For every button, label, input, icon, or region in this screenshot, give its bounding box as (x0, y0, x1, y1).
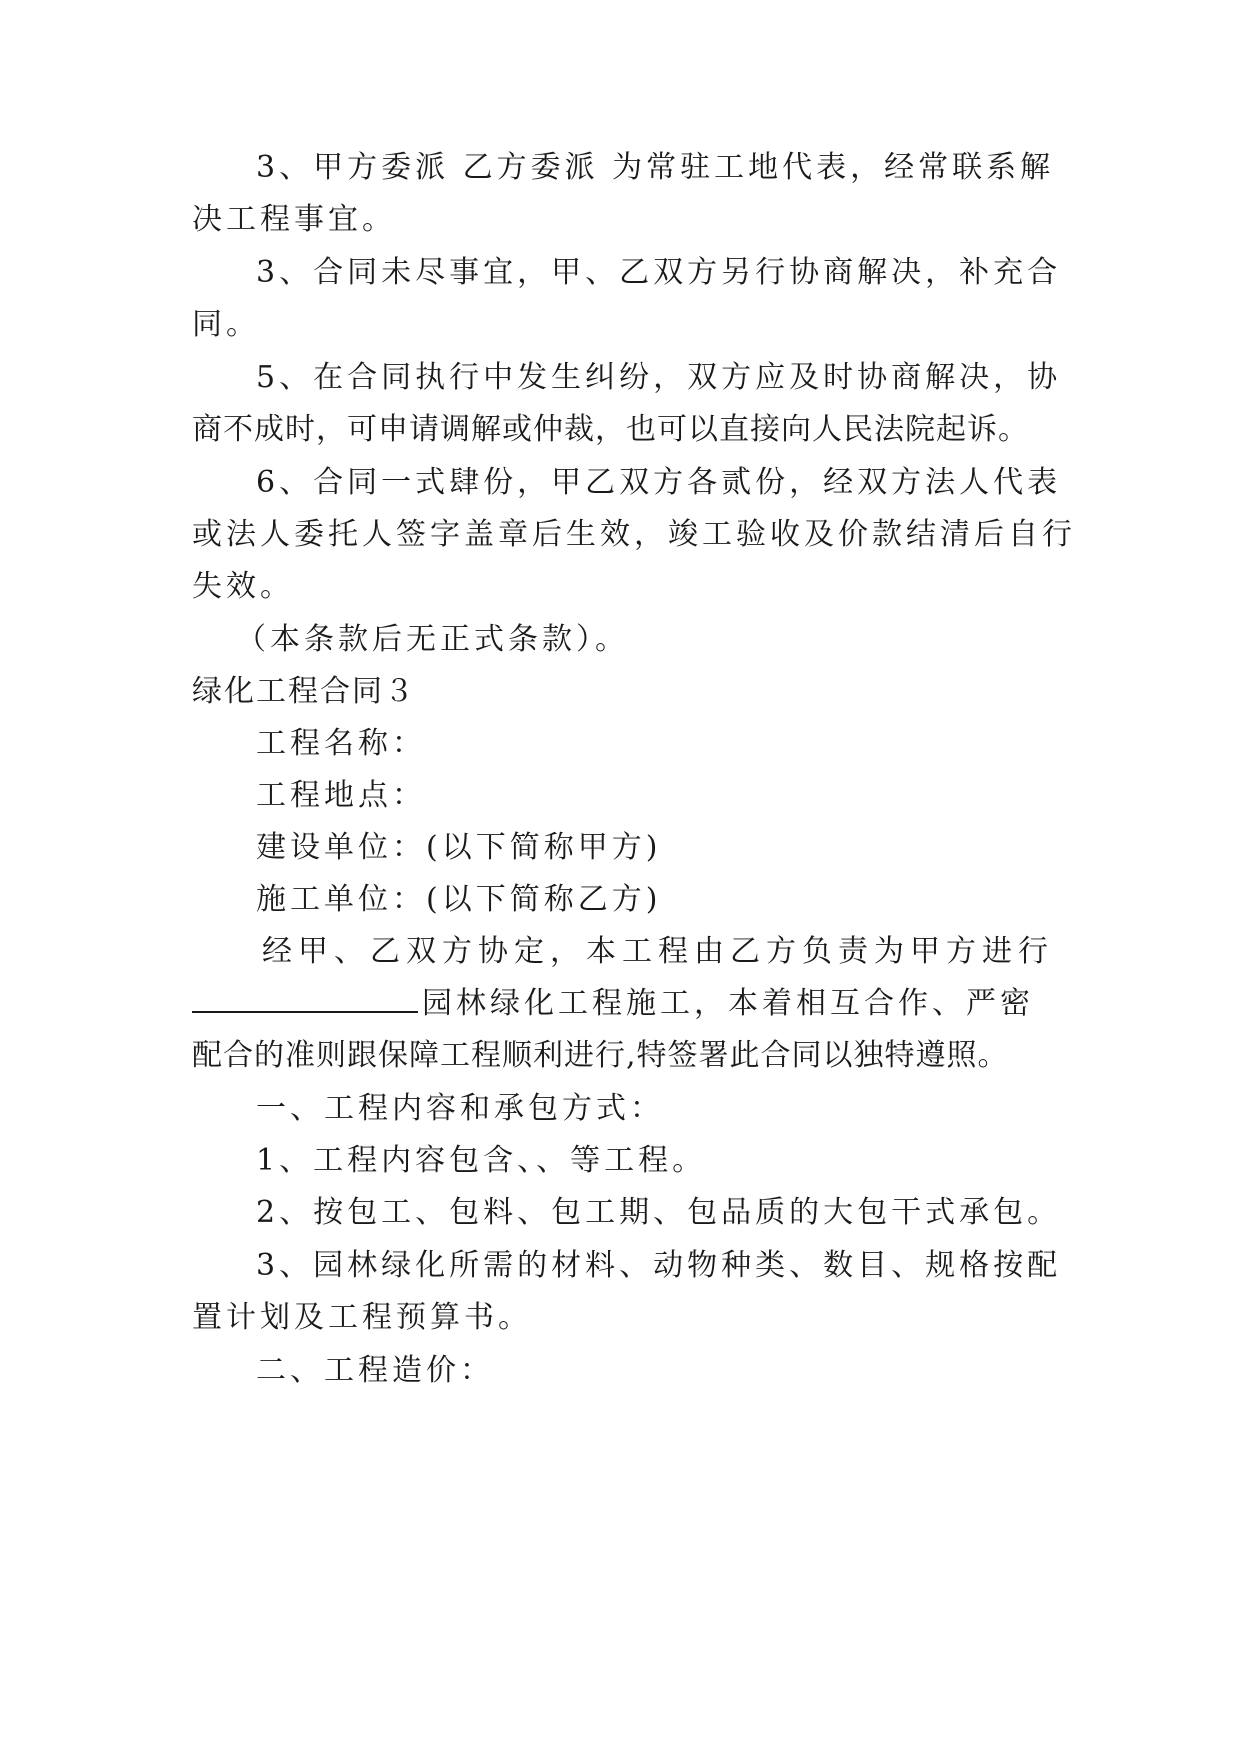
paragraph-line: 商不成时，可申请调解或仲裁，也可以直接向人民法院起诉。 (192, 412, 1029, 447)
part1-item: 3、园林绿化所需的材料、动物种类、数目、规格按配 (256, 1248, 1062, 1283)
paragraph-line: 5、在合同执行中发生纠纷，双方应及时协商解决，协 (256, 360, 1062, 395)
intro-line-with-blank (192, 984, 1052, 1024)
paragraph-line: 失效。 (192, 569, 294, 604)
intro-line: 配合的准则跟保障工程顺利进行,特签署此合同以独特遵照。 (192, 1038, 1009, 1073)
paragraph-line: 3、合同未尽事宜，甲、乙双方另行协商解决，补充合 (256, 255, 1062, 290)
paragraph-line: 同。 (192, 307, 260, 342)
blank-underline (192, 989, 418, 1013)
part1-item: 2、按包工、包料、包工期、包品质的大包干式承包。 (256, 1195, 1062, 1230)
field-project-name: 工程名称： (256, 726, 426, 761)
field-construction-unit: 建设单位：(以下简称甲方) (256, 830, 662, 865)
note-line: （本条款后无正式条款）。 (236, 622, 629, 657)
section-title: 绿化工程合同３ (192, 674, 416, 709)
paragraph-line: 或法人委托人签字盖章后生效，竣工验收及价款结清后自行 (192, 517, 1076, 552)
paragraph-line: 决工程事宜。 (192, 202, 396, 237)
intro-line-text: 园林绿化工程施工，本着相互合作、严密 (422, 986, 1034, 1021)
paragraph-line: 6、合同一式肆份，甲乙双方各贰份，经双方法人代表 (256, 465, 1062, 500)
field-contractor-unit: 施工单位：(以下简称乙方) (256, 882, 662, 917)
intro-line: 经甲、乙双方协定，本工程由乙方负责为甲方进行 (262, 934, 1052, 969)
part1-item: 1、工程内容包含、、等工程。 (256, 1143, 707, 1178)
part1-item-continued: 置计划及工程预算书。 (192, 1300, 532, 1335)
field-project-location: 工程地点： (256, 778, 426, 813)
paragraph-line: 3、甲方委派 乙方委派 为常驻工地代表，经常联系解 (256, 150, 1055, 185)
part1-heading: 一、工程内容和承包方式： (256, 1091, 664, 1126)
part2-heading: 二、工程造价： (256, 1353, 494, 1388)
